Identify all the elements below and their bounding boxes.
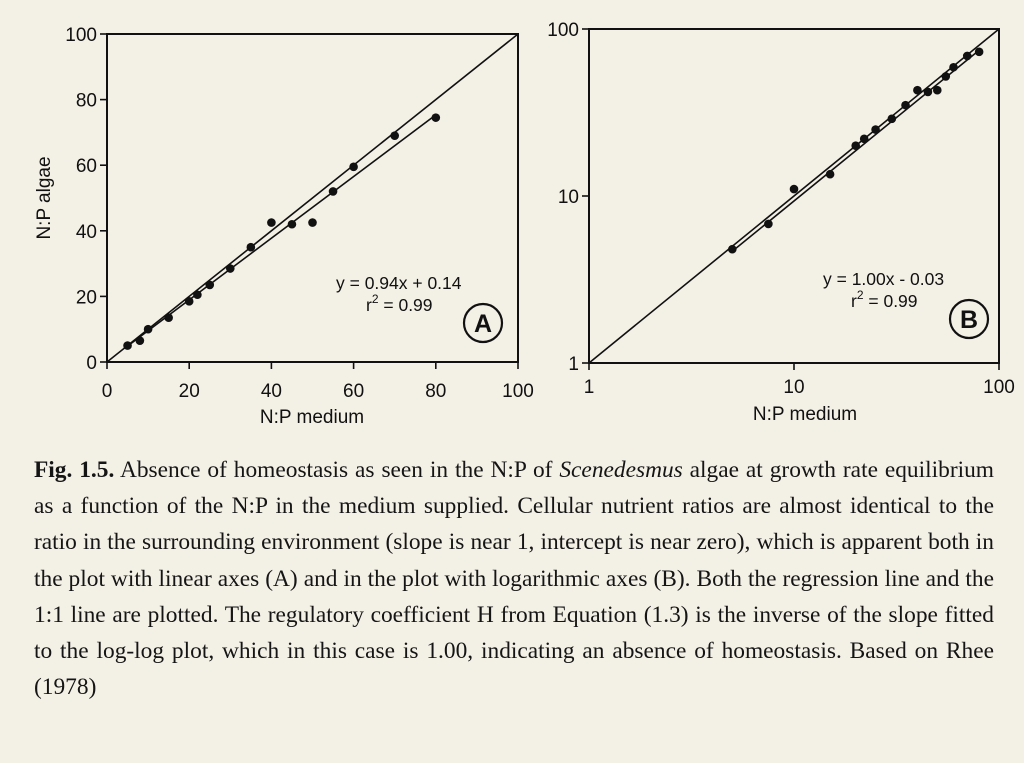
panel-a-chart: [34, 25, 534, 428]
panel-b-x-tick-label: 1: [583, 377, 595, 398]
panel-b-x-tick-label: 100: [983, 377, 1015, 398]
panel-b-equation: y = 1.00x - 0.03: [823, 269, 945, 289]
panel-b-data-point: [933, 86, 942, 95]
panel-a-data-point: [185, 297, 194, 306]
panel-a-data-point: [247, 243, 256, 252]
panel-a-x-tick-label: 20: [178, 381, 200, 402]
panel-b-y-tick-label: 1: [568, 354, 579, 375]
panel-a-y-tick-label: 80: [75, 90, 97, 112]
panel-b-data-point: [860, 135, 869, 144]
panel-a-x-axis-label: N:P medium: [259, 407, 365, 428]
panel-b-chart: [547, 20, 1015, 425]
panel-a-data-point: [308, 218, 317, 227]
panel-a-data-point: [144, 325, 153, 334]
panel-a-y-tick-label: 100: [65, 25, 97, 46]
panel-b-data-point: [913, 86, 922, 95]
panel-a-x-tick-label: 40: [260, 381, 282, 402]
caption-text-start: Absence of homeostasis as seen in the N:P of: [114, 457, 560, 483]
panel-b-data-point: [975, 48, 984, 57]
panel-b-r2-value: = 0.99: [863, 291, 918, 311]
panel-b-identity-line: [589, 29, 999, 363]
panel-a-data-point: [432, 113, 441, 122]
panel-b-data-point: [871, 125, 880, 134]
caption-species: Scenedesmus: [559, 457, 683, 483]
panel-a-data-point: [390, 131, 399, 140]
panel-a-x-tick-label: 80: [425, 381, 447, 402]
panel-a-equation: y = 0.94x + 0.14: [336, 273, 462, 293]
panel-a-r2: [366, 292, 433, 315]
panel-b-data-point: [963, 52, 972, 61]
panel-a-data-point: [193, 290, 202, 299]
panel-a-data-point: [329, 187, 338, 196]
panel-a-data-point: [349, 163, 358, 172]
panel-b-data-point: [728, 245, 737, 254]
panel-a-r2-value: = 0.99: [378, 295, 433, 315]
panel-b-y-tick-label: 100: [547, 20, 579, 41]
panel-b-x-tick-label: 10: [783, 377, 805, 398]
panel-b-data-point: [924, 88, 933, 97]
panel-b-data-point: [888, 114, 897, 123]
panel-a-ticks: [65, 25, 534, 402]
figure-caption: [34, 452, 994, 705]
panel-b-x-axis-label: N:P medium: [752, 404, 858, 425]
panel-b-data-point: [949, 63, 958, 72]
panel-b-data-point: [941, 72, 950, 81]
panel-a-data-point: [123, 341, 132, 350]
panel-a-data-point: [226, 264, 235, 273]
panel-b-data-point: [826, 170, 835, 179]
panel-b-r2-prefix: r: [851, 291, 857, 311]
panel-a-badge-letter: A: [473, 310, 493, 338]
panel-a-data-point: [205, 281, 214, 290]
panel-a-data-point: [136, 336, 145, 345]
panel-b-y-tick-label: 10: [557, 187, 579, 208]
panel-b-data-point: [901, 101, 910, 110]
panel-b-badge-letter: B: [959, 306, 979, 334]
panel-a-x-tick-label: 0: [101, 381, 113, 402]
panel-a-x-tick-label: 100: [502, 381, 534, 402]
panel-b-data-point: [790, 185, 799, 194]
panel-b-data-point: [764, 220, 773, 229]
caption-text-rest: algae at growth rate equilibrium as a function of the N:P in the medium supplied. Cellular nutrient ratios are almost identical to the ratio in the surrounding environment (slope is near 1, intercept is near zero), which is apparent both in the plot with linear axes (A) and in the plot with logarithmic axes (B). Both the regression line and the 1:1 line are plotted. The regulatory coefficient H from Equation (1.3) is the inverse of the slope fitted to the log-log plot, which in this case is 1.00, indicating an absence of homeostasis. Based on Rhee (1978): [34, 457, 995, 701]
panel-a-y-tick-label: 60: [75, 156, 97, 178]
panel-a-y-tick-label: 20: [75, 287, 97, 309]
panel-b-data-point: [851, 141, 860, 150]
panel-a-data-point: [288, 220, 297, 229]
panel-b-r2-exp: 2: [856, 288, 864, 302]
panel-a-data-point: [267, 218, 276, 227]
panel-a-y-tick-label: 40: [75, 221, 97, 243]
panel-a-r2-prefix: r: [366, 295, 372, 315]
panel-a-r2-exp: 2: [371, 292, 379, 306]
caption-label: Fig. 1.5.: [34, 457, 115, 483]
panel-b-r2: [851, 288, 918, 311]
panel-a-y-tick-label: 0: [86, 353, 97, 374]
panel-a-y-axis-label: N:P algae: [34, 156, 55, 240]
panel-a-x-tick-label: 60: [343, 381, 365, 402]
panel-a-data-point: [164, 313, 173, 322]
panel-a-identity-line: [107, 34, 518, 362]
